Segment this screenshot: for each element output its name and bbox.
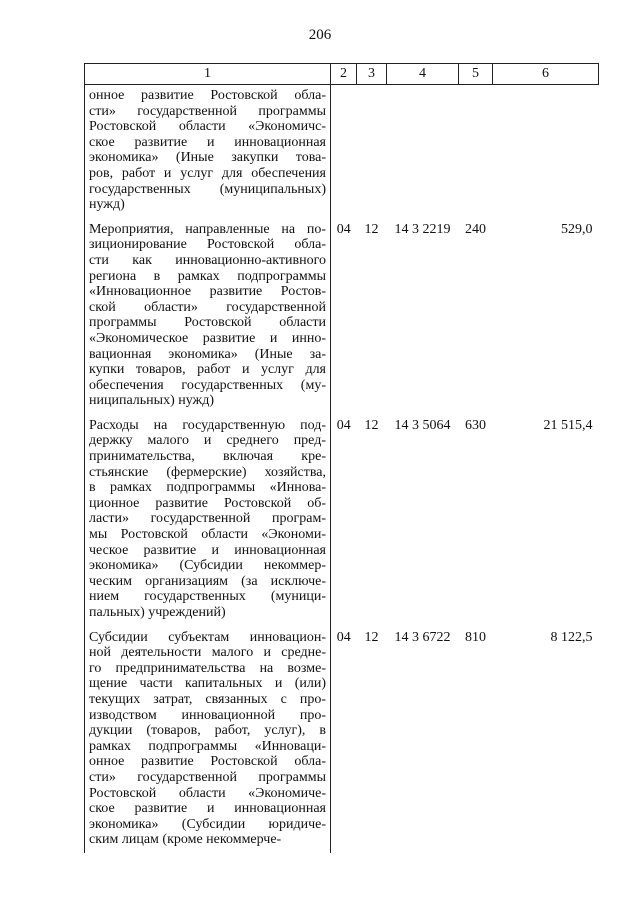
description-line: ское развитие и инновационная bbox=[89, 134, 326, 150]
description-line: Расходы на государственную под- bbox=[89, 417, 326, 433]
description-line: держку малого и среднего пред- bbox=[89, 433, 326, 449]
row-subsection-code bbox=[357, 85, 387, 218]
description-line: текущих затрат, связанных с про- bbox=[89, 691, 326, 707]
budget-table bbox=[84, 63, 599, 853]
row-subsection-code: 12 bbox=[364, 629, 379, 645]
row-section-code: 04 bbox=[336, 629, 351, 645]
row-description bbox=[85, 218, 331, 414]
description-line: вационная экономика» (Иные за- bbox=[89, 346, 326, 362]
description-line: щение части капитальных и (или) bbox=[89, 676, 326, 692]
description-line: ческое развитие и инновационная bbox=[89, 542, 326, 558]
table-body bbox=[85, 85, 599, 853]
description-line: дукции (товаров, работ, услуг), в bbox=[89, 723, 326, 739]
description-line: экономика» (Иные закупки това- bbox=[89, 150, 326, 166]
header-col-6: 6 bbox=[493, 64, 599, 85]
description-line: экономика» (Субсидии некоммер- bbox=[89, 558, 326, 574]
row-section-code: 04 bbox=[336, 221, 351, 237]
description-line: ской области» государственной bbox=[89, 299, 326, 315]
table-row bbox=[85, 626, 599, 853]
description-line: обеспечения государственных (му- bbox=[89, 377, 326, 393]
description-line: «Экономическое развитие и инно- bbox=[89, 330, 326, 346]
description-line: ласти» государственной програм- bbox=[89, 511, 326, 527]
row-target-article-code: 14 3 2219 bbox=[394, 221, 451, 237]
row-description bbox=[85, 414, 331, 626]
description-line: изводством инновационной про- bbox=[89, 707, 326, 723]
description-line: принимательства, включая кре- bbox=[89, 449, 326, 465]
header-col-5: 5 bbox=[459, 64, 493, 85]
description-line: онное развитие Ростовской обла- bbox=[89, 754, 326, 770]
description-line: Ростовской области «Экономичс- bbox=[89, 119, 326, 135]
row-amount: 8 122,5 bbox=[550, 629, 593, 645]
description-line: ским лицам (кроме некоммерче- bbox=[89, 832, 282, 848]
row-expense-type-code: 240 bbox=[465, 221, 486, 237]
row-target-article-code: 14 3 6722 bbox=[394, 629, 451, 645]
table-row bbox=[85, 414, 599, 626]
description-line: ной деятельности малого и средне- bbox=[89, 645, 326, 661]
description-line: Ростовской области «Экономиче- bbox=[89, 785, 326, 801]
row-section-code bbox=[331, 85, 357, 218]
description-line: стьянские (фермерские) хозяйства, bbox=[89, 464, 326, 480]
description-line: пальных) учреждений) bbox=[89, 605, 226, 620]
table-row bbox=[85, 85, 599, 218]
row-description bbox=[85, 85, 331, 218]
row-expense-type-code: 810 bbox=[465, 629, 486, 645]
description-line: сти» государственной программы bbox=[89, 769, 326, 785]
description-line: Субсидии субъектам инновацион- bbox=[89, 629, 326, 645]
description-line: онное развитие Ростовской обла- bbox=[89, 88, 326, 103]
description-line: рамках подпрограммы «Инноваци- bbox=[89, 738, 326, 754]
description-line: ниципальных) нужд) bbox=[89, 393, 214, 409]
description-line: программы Ростовской области bbox=[89, 315, 326, 331]
row-section-code: 04 bbox=[336, 417, 351, 433]
description-line: нием государственных (муници- bbox=[89, 589, 326, 605]
row-amount bbox=[493, 85, 599, 218]
row-subsection-code: 12 bbox=[364, 221, 379, 237]
table-row bbox=[85, 218, 599, 414]
description-line: мы Ростовской области «Экономи- bbox=[89, 527, 326, 543]
description-line: нужд) bbox=[89, 197, 125, 213]
page-number: 206 bbox=[308, 27, 332, 43]
description-line: зиционирование Ростовской обла- bbox=[89, 237, 326, 253]
row-target-article-code: 14 3 5064 bbox=[394, 417, 451, 433]
row-subsection-code: 12 bbox=[364, 417, 379, 433]
description-line: региона в рамках подпрограммы bbox=[89, 268, 326, 284]
row-target-article-code bbox=[387, 85, 459, 218]
row-amount: 529,0 bbox=[561, 221, 593, 237]
description-line: купки товаров, работ и услуг для bbox=[89, 362, 326, 378]
description-line: экономика» (Субсидии юридиче- bbox=[89, 816, 326, 832]
description-line: ское развитие и инновационная bbox=[89, 801, 326, 817]
row-description bbox=[85, 626, 331, 853]
description-line: в рамках подпрограммы «Иннова- bbox=[89, 480, 326, 496]
description-line: ционное развитие Ростовской об- bbox=[89, 495, 326, 511]
description-line: «Инновационное развитие Ростов- bbox=[89, 284, 326, 300]
header-col-1: 1 bbox=[85, 64, 331, 85]
row-expense-type-code bbox=[459, 85, 493, 218]
row-amount: 21 515,4 bbox=[543, 417, 593, 433]
description-line: ческим организациям (за исключе- bbox=[89, 573, 326, 589]
table-header-row bbox=[85, 64, 599, 85]
description-line: Мероприятия, направленные на по- bbox=[89, 221, 326, 237]
header-col-3: 3 bbox=[357, 64, 387, 85]
description-line: сти» государственной программы bbox=[89, 103, 326, 119]
description-line: го предпринимательства на возме- bbox=[89, 660, 326, 676]
description-line: ров, работ и услуг для обеспечения bbox=[89, 165, 326, 181]
description-line: государственных (муниципальных) bbox=[89, 181, 326, 197]
row-expense-type-code: 630 bbox=[465, 417, 486, 433]
header-col-4: 4 bbox=[387, 64, 459, 85]
header-col-2: 2 bbox=[331, 64, 357, 85]
description-line: сти как инновационно-активного bbox=[89, 252, 326, 268]
